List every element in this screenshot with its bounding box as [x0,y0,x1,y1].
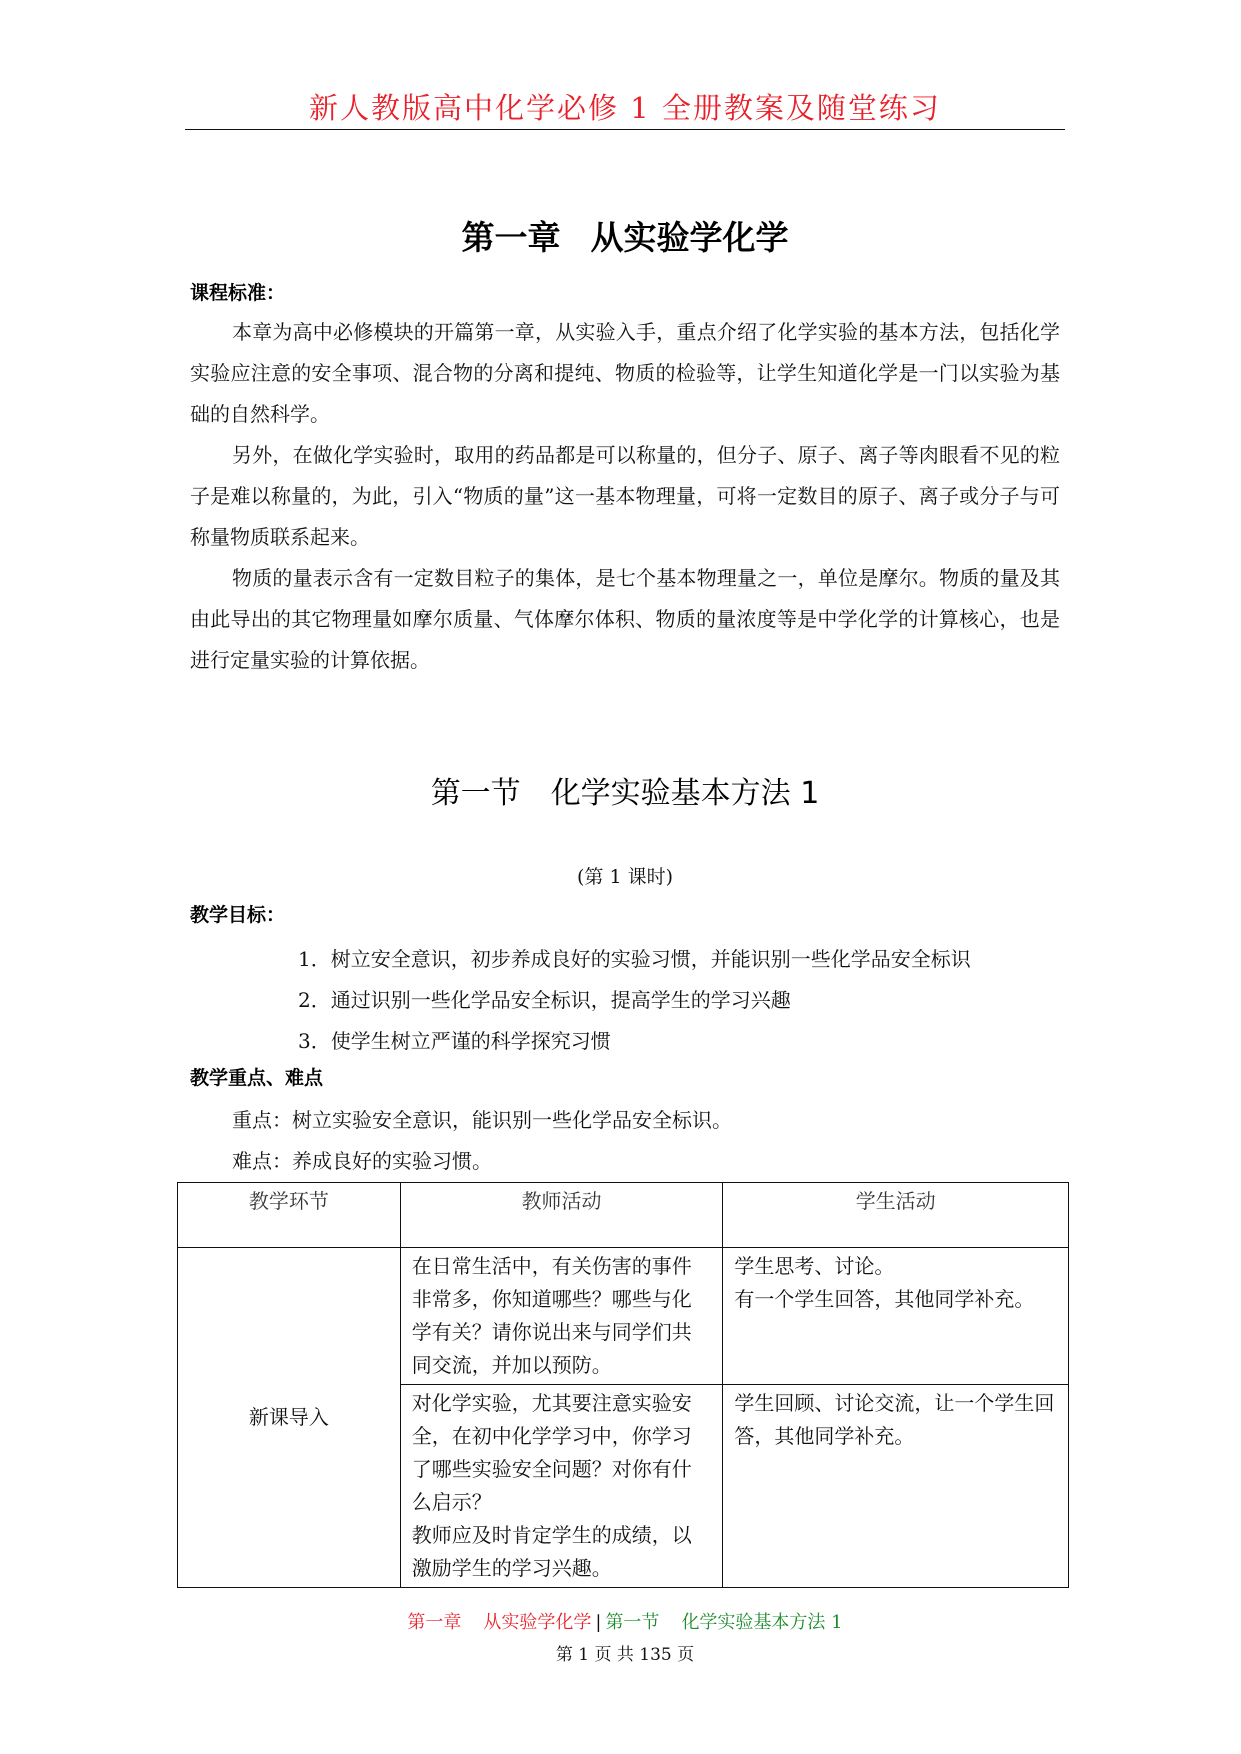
curriculum-paragraph-1: 本章为高中必修模块的开篇第一章，从实验入手，重点介绍了化学实验的基本方法，包括化学实验应注意的安全事项、混合物的分离和提纯、物质的检验等，让学生知道化学是一门以实验为基础的自然科学。 [190,320,1060,426]
header-stage: 教学环节 [178,1183,401,1248]
footer-section-number: 第一节 [605,1612,660,1633]
page-number: 第 1 页 共 135 页 [555,1645,695,1665]
table-row [178,1248,1069,1385]
section-number: 第一节 [430,776,521,811]
lesson-plan-table [177,1182,1069,1588]
chapter-number: 第一章 [461,218,561,257]
objective-item-3: 3．使学生树立严谨的科学探究习惯 [298,1029,611,1053]
objective-item-2: 2．通过识别一些化学品安全标识，提高学生的学习兴趣 [298,988,791,1012]
teacher-activity-cell: 在日常生活中，有关伤害的事件非常多，你知道哪些？哪些与化学有关？请你说出来与同学们共同交流，并加以预防。 [400,1248,723,1385]
curriculum-paragraph-2: 另外，在做化学实验时，取用的药品都是可以称量的，但分子、原子、离子等肉眼看不见的粒子是难以称量的，为此，引入“物质的量”这一基本物理量，可将一定数目的原子、离子或分子与可称量物质联系起来。 [190,443,1060,549]
footer-separator: | [595,1612,602,1633]
header-student-activity: 学生活动 [723,1183,1069,1248]
section-name: 化学实验基本方法 1 [550,776,820,811]
curriculum-paragraph-3: 物质的量表示含有一定数目粒子的集体，是七个基本物理量之一，单位是摩尔。物质的量及其由此导出的其它物理量如摩尔质量、气体摩尔体积、物质的量浓度等是中学化学的计算核心，也是进行定量实验的计算依据。 [190,566,1060,672]
table-header-row [178,1183,1069,1248]
objective-item-1: 1．树立安全意识，初步养成良好的实验习惯，并能识别一些化学品安全标识 [298,947,971,971]
document-header-title: 新人教版高中化学必修 1 全册教案及随堂练习 [309,91,941,125]
stage-cell: 新课导入 [178,1248,401,1588]
objectives-list [298,939,971,1062]
section-title [185,768,1065,812]
key-point-text: 重点：树立实验安全意识，能识别一些化学品安全标识。 [232,1108,732,1132]
running-footer [185,1608,1065,1634]
footer-chapter-number: 第一章 [407,1612,462,1633]
curriculum-label: 课程标准： [190,282,286,304]
objectives-label: 教学目标： [190,904,286,926]
header-teacher-activity: 教师活动 [400,1183,723,1248]
difficulty-text: 难点：养成良好的实验习惯。 [232,1149,492,1173]
footer-section-name: 化学实验基本方法 1 [681,1612,843,1633]
footer-chapter-name: 从实验学化学 [483,1612,592,1633]
chapter-title [185,212,1065,259]
key-points-label: 教学重点、难点 [190,1067,324,1089]
student-activity-cell: 学生思考、讨论。 有一个学生回答，其他同学补充。 [723,1248,1069,1385]
student-activity-cell: 学生回顾、讨论交流，让一个学生回答，其他同学补充。 [723,1385,1069,1588]
chapter-name: 从实验学化学 [590,218,789,257]
header-divider [185,129,1065,130]
teacher-activity-cell: 对化学实验，尤其要注意实验安全，在初中化学学习中，你学习了哪些实验安全问题？对你有什么启示？ 教师应及时肯定学生的成绩，以激励学生的学习兴趣。 [400,1385,723,1588]
lesson-number: (第 1 课时) [577,866,673,888]
